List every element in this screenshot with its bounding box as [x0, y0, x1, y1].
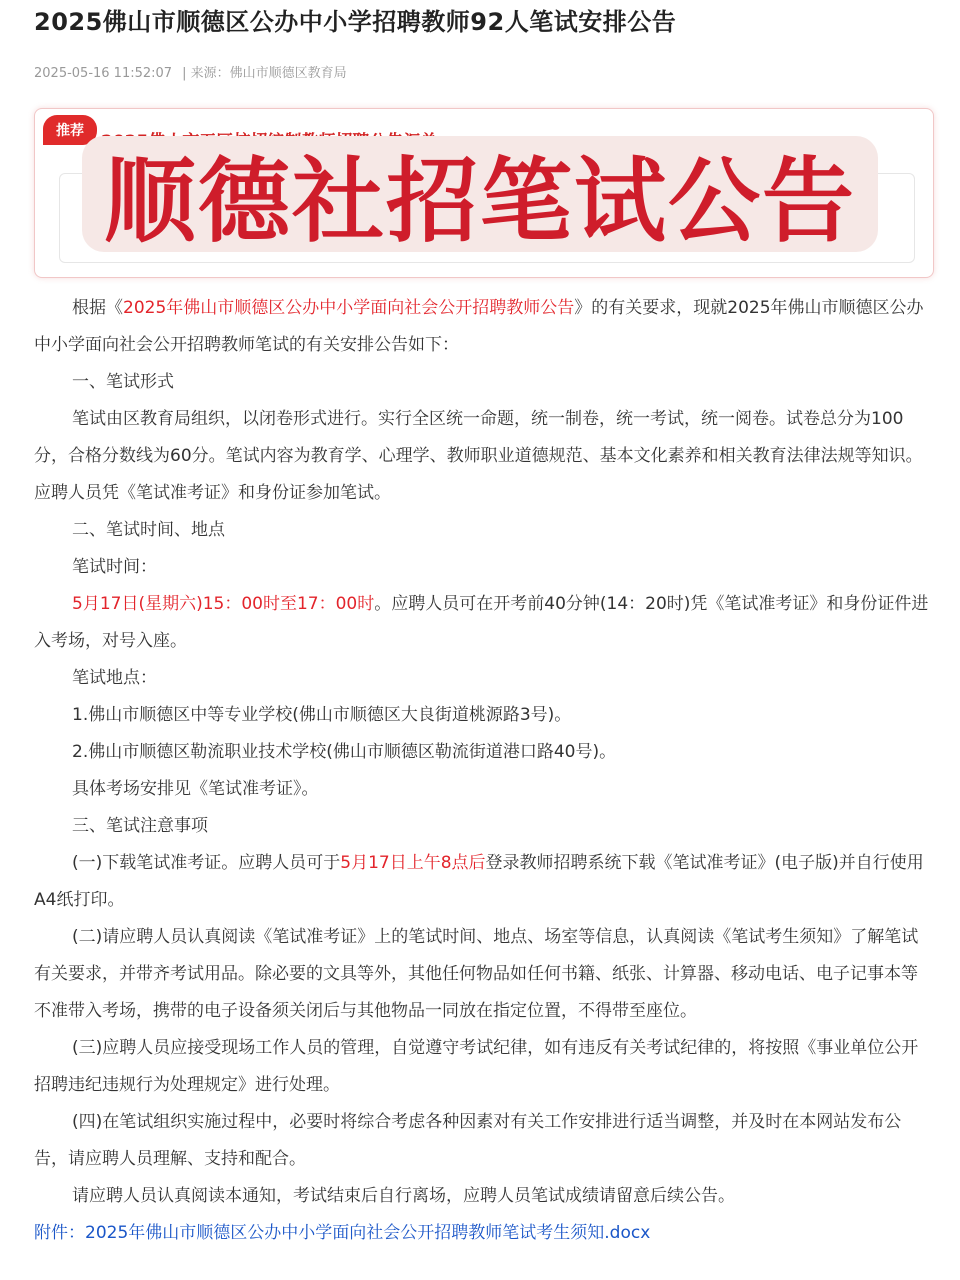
publish-date: 2025-05-16 11:52:07: [34, 66, 173, 81]
exam-time-label: 笔试时间：: [72, 557, 157, 577]
article-meta: [34, 62, 347, 81]
intro-paragraph: 根据《2025年佛山市顺德区公办中小学面向社会公开招聘教师公告》的有关要求，现就2025年佛山市顺德区公办中小学面向社会公开招聘教师笔试的有关安排公告如下：: [34, 298, 924, 355]
exam-place-1: 1.佛山市顺德区中等专业学校(佛山市顺德区大良街道桃源路3号)。: [72, 705, 572, 725]
recommend-tag: 推荐: [43, 115, 97, 145]
banner-text: 顺德社招笔试公告: [103, 147, 856, 255]
overlay-banner: [82, 136, 878, 255]
section-heading-1: 一、笔试形式: [72, 372, 174, 392]
notice-4: (四)在笔试组织实施过程中，必要时将综合考虑各种因素对有关工作安排进行适当调整，并及时在本网站发布公告，请应聘人员理解、支持和配合。: [34, 1112, 902, 1169]
article-body: [34, 290, 934, 1252]
section-heading-2: 二、笔试时间、地点: [72, 520, 225, 540]
exam-time-paragraph: 5月17日(星期六)15：00时至17：00时。应聘人员可在开考前40分钟(14：20时)凭《笔试准考证》和身份证件进入考场，对号入座。: [34, 594, 929, 651]
notice-2: (二)请应聘人员认真阅读《笔试准考证》上的笔试时间、地点、场室等信息，认真阅读《笔试考生须知》了解笔试有关要求，并带齐考试用品。除必要的文具等外，其他任何物品如任何书籍、纸张、计算器、移动电话、电子记事本等不准带入考场，携带的电子设备须关闭后与其他物品一同放在指定位置，不得带至座位。: [34, 927, 919, 1021]
announcement-link[interactable]: 2025年佛山市顺德区公办中小学面向社会公开招聘教师公告: [123, 298, 575, 318]
section-heading-3: 三、笔试注意事项: [72, 816, 208, 836]
exam-time-highlight: 5月17日(星期六)15：00时至17：00时: [72, 594, 375, 614]
exam-place-label: 笔试地点：: [72, 668, 157, 688]
page-title: 2025佛山市顺德区公办中小学招聘教师92人笔试安排公告: [34, 8, 677, 36]
exam-place-note: 具体考场安排见《笔试准考证》。: [72, 779, 319, 799]
closing-paragraph: 请应聘人员认真阅读本通知，考试结束后自行离场，应聘人员笔试成绩请留意后续公告。: [72, 1186, 735, 1206]
exam-format-paragraph: 笔试由区教育局组织，以闭卷形式进行。实行全区统一命题，统一制卷，统一考试，统一阅卷。试卷总分为100分，合格分数线为60分。笔试内容为教育学、心理学、教师职业道德规范、基本文化素养和相关教育法律法规等知识。应聘人员凭《笔试准考证》和身份证参加笔试。: [34, 409, 923, 503]
notice-1: (一)下载笔试准考证。应聘人员可于5月17日上午8点后登录教师招聘系统下载《笔试准考证》(电子版)并自行使用A4纸打印。: [34, 853, 924, 910]
download-time-highlight: 5月17日上午8点后: [340, 853, 486, 873]
exam-place-2: 2.佛山市顺德区勒流职业技术学校(佛山市顺德区勒流街道港口路40号)。: [72, 742, 617, 762]
article-source: | 来源：佛山市顺德区教育局: [182, 66, 347, 81]
notice-3: (三)应聘人员应接受现场工作人员的管理，自觉遵守考试纪律，如有违反有关考试纪律的，将按照《事业单位公开招聘违纪违规行为处理规定》进行处理。: [34, 1038, 919, 1095]
attachment-link[interactable]: 附件：2025年佛山市顺德区公办中小学面向社会公开招聘教师笔试考生须知.docx: [34, 1223, 651, 1243]
